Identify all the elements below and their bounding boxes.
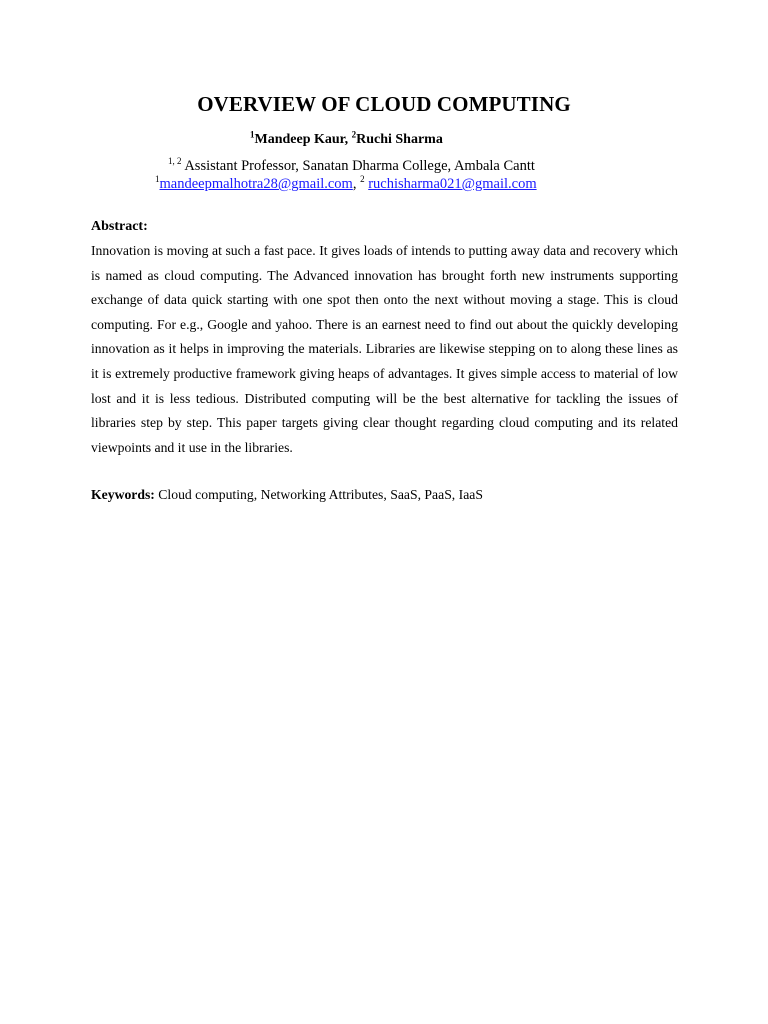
email1-superscript: 1 — [155, 174, 160, 185]
abstract-heading: Abstract: — [91, 219, 148, 234]
paper-title: OVERVIEW OF CLOUD COMPUTING — [197, 92, 571, 116]
author-emails — [155, 176, 537, 193]
email1-link[interactable]: mandeepmalhotra28@gmail.com — [159, 176, 353, 192]
email2-link[interactable]: ruchisharma021@gmail.com — [368, 176, 537, 192]
email-separator: , — [352, 176, 361, 192]
affiliation-text: Assistant Professor, Sanatan Dharma College, Ambala Cantt — [181, 158, 535, 174]
email2-superscript: 2 — [360, 174, 365, 185]
author2-superscript: 2 — [351, 129, 357, 140]
author2-name: Ruchi Sharma — [356, 132, 443, 147]
keywords-line — [91, 487, 483, 503]
author1-name: Mandeep Kaur, — [254, 132, 352, 147]
author1-superscript: 1 — [250, 129, 255, 140]
affiliation — [168, 158, 535, 175]
author-list — [250, 129, 443, 148]
keywords-text: Cloud computing, Networking Attributes, SaaS, PaaS, IaaS — [154, 487, 483, 502]
affiliation-superscript: 1, 2 — [168, 156, 182, 167]
abstract-body: Innovation is moving at such a fast pace. It gives loads of intends to putting away data and recovery which is named as cloud computing. The Advanced innovation has brought forth new instruments supporting exchange of data quick starting with one spot then onto the next without moving a stage. This is cloud computing. For e.g., Google and yahoo. There is an earnest need to find out about the quickly developing innovation as it helps in improving the materials. Libraries are likewise stepping on to along these lines as it is extremely productive framework giving heaps of advantages. It gives simple access to material of low lost and it is less tedious. Distributed computing will be the best alternative for tackling the issues of libraries step by step. This paper targets giving clear thought regarding cloud computing and its related viewpoints and it use in the libraries. — [91, 243, 678, 455]
keywords-label: Keywords: — [91, 487, 155, 502]
